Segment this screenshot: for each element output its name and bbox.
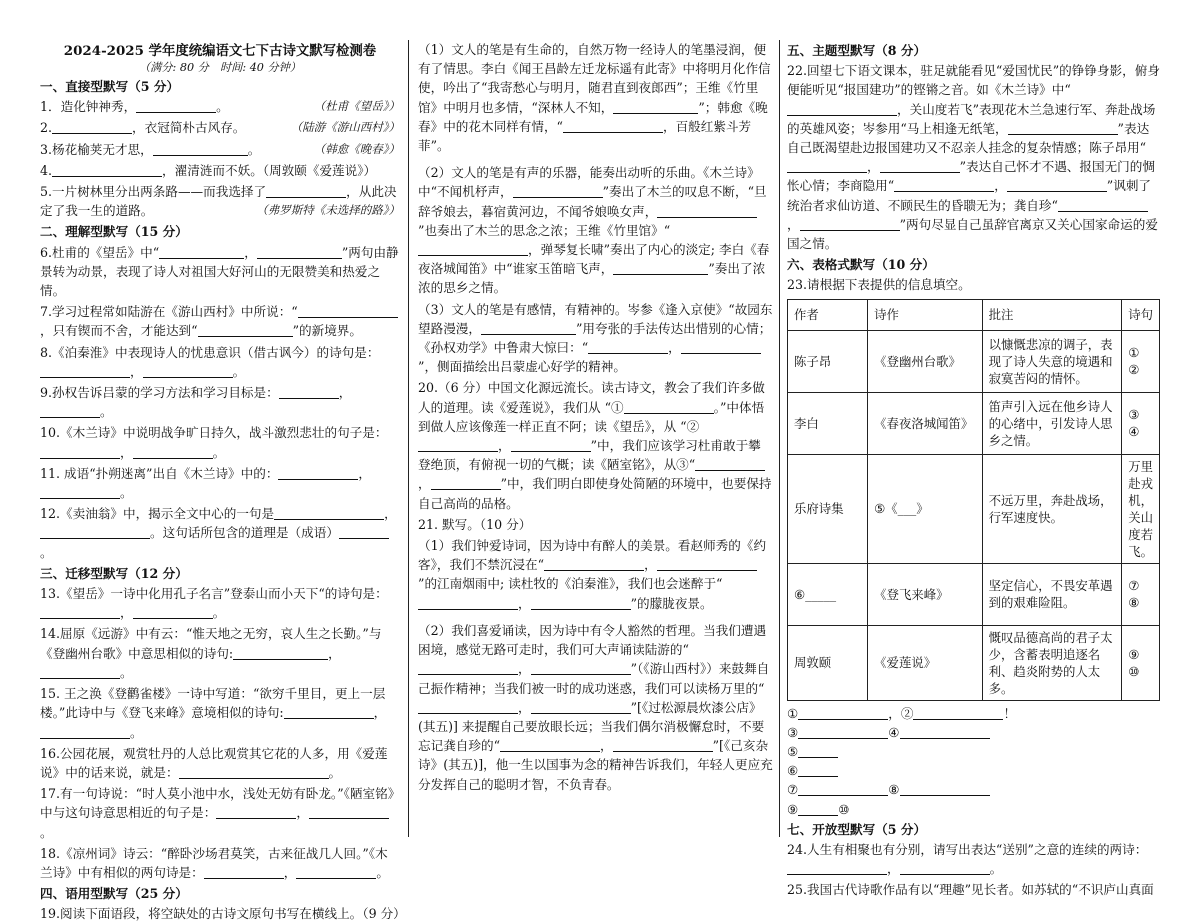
question-text: ”的朦胧夜景。 (630, 595, 713, 611)
question (418, 378, 773, 512)
question-text: （3）文人的笔是有感情，有精神的。岑参《逢入京使》“故园东望路漫漫， (418, 301, 773, 336)
table-row (788, 392, 1160, 454)
answer-blank[interactable] (798, 725, 888, 739)
question-text: ， (418, 476, 431, 492)
answer-blank[interactable] (179, 765, 329, 779)
question-text: ”，侧面描绘出吕蒙虚心好学的精神。 (418, 359, 626, 375)
question-text: 。 (40, 824, 53, 840)
source-citation: （杜甫《望岳》） (313, 99, 400, 114)
question-text: ， (867, 159, 880, 175)
question (40, 504, 400, 562)
answer-blank[interactable] (787, 102, 897, 116)
question-text: 2. (40, 120, 53, 136)
question-text: ， (328, 645, 341, 661)
question-text: 。 (100, 404, 113, 420)
question-text: 19.阅读下面语段，将空缺处的古诗文原句书写在横线上。（9 分） (40, 906, 406, 922)
question (787, 275, 1160, 294)
lines-cell (1122, 563, 1160, 625)
answer-blank[interactable] (531, 661, 631, 675)
question (40, 904, 406, 923)
answer-blank[interactable] (900, 725, 990, 739)
question-text: ，弹琴复长啸”奏出了内心的淡定; 李白《春夜洛城闻笛》中“谁家玉笛暗飞声， (418, 242, 770, 277)
answer-blank[interactable] (418, 596, 518, 610)
question-text: 。 (120, 485, 133, 501)
table-header-cell: 批注 (982, 299, 1122, 330)
question-text: ，只有锲而不舍，才能达到“ (40, 323, 198, 339)
question-text: 24.人生有相聚也有分别，请写出表达“送别”之意的连续的两诗： (787, 842, 1148, 858)
question-text: 10.《木兰诗》中说明战争旷日持久，战斗激烈悲壮的句子是： (40, 425, 388, 441)
line-marker: ③ (1128, 407, 1140, 423)
answer-blank[interactable] (1007, 178, 1107, 192)
question-text: ① (787, 705, 799, 721)
question-text: ”；韩愈《晚春》中的花木同样有情，“ (418, 99, 768, 134)
question-text: ， (518, 661, 531, 677)
question (40, 624, 400, 682)
question-text: ， (787, 216, 800, 232)
answer-line (787, 780, 1160, 799)
question (40, 161, 400, 180)
question-text: 。 (376, 864, 389, 880)
question-text: 。 (247, 141, 261, 157)
line-marker: ⑨ (1128, 646, 1140, 662)
answer-blank[interactable] (418, 700, 518, 714)
answer-blank[interactable] (563, 119, 663, 133)
question-text: 。 (120, 664, 133, 680)
work-cell: 《登幽州台歌》 (868, 330, 982, 392)
answer-blank[interactable] (418, 661, 518, 675)
question-text: 。 (328, 764, 342, 780)
column-divider (779, 40, 780, 837)
question-text: ⑥ (787, 763, 799, 779)
question-text: 20.（6 分）中国文化源远流长。读古诗文，教会了我们许多做人的道理。读《爱莲说》，我们从 “① (418, 380, 765, 415)
lines-cell (1122, 454, 1160, 563)
section-heading: 五、主题型默写（8 分） (787, 43, 927, 58)
question-text: ， (668, 340, 681, 356)
question-text: ② (900, 705, 914, 721)
question-text: ， (283, 864, 297, 880)
question (40, 423, 400, 461)
question-text: 21. 默写。（10 分） (418, 516, 532, 532)
author-cell: ⑥_____ (788, 563, 868, 625)
question (40, 383, 400, 421)
question-text: 22.回望七下语文课本，驻足就能看见“爱国忧民”的铮铮身影，俯身便能听见“报国建功”的铿锵之音。如《木兰诗》中“ (787, 63, 1160, 98)
question-text: ， (518, 699, 531, 715)
question (418, 40, 773, 155)
lines-cell (1122, 392, 1160, 454)
question-text: ， (994, 178, 1007, 194)
question-text: ⑤ (787, 744, 799, 760)
question (787, 61, 1160, 253)
question-text: 。 (232, 363, 246, 379)
question-text: ，从此决定了我一生的道路。 (40, 184, 397, 219)
author-cell: 周敦颐 (788, 625, 868, 700)
question-text: 。 (40, 544, 53, 560)
answer-blank[interactable] (257, 245, 342, 259)
question-text: 。 (216, 99, 229, 115)
question-text: ”讽刺了统治者求仙访道、不顾民生的昏聩无为；龚自珍“ (787, 178, 1152, 213)
question-text: ”用夸张的手法传达出惜别的心情；《孙权劝学》中鲁肃大惊曰：“ (418, 320, 772, 356)
question (40, 302, 400, 340)
question-text: ！ (1003, 705, 1017, 721)
column-divider (408, 40, 409, 837)
question-text: 8.《泊秦淮》中表现诗人的忧患意识（借古讽今）的诗句是： (40, 344, 380, 360)
question-text: 6.杜甫的《望岳》中“ (40, 244, 160, 260)
question (40, 97, 400, 116)
question (40, 140, 400, 159)
answer-blank[interactable] (613, 738, 713, 752)
question-text: ③ (787, 724, 799, 740)
answer-blank[interactable] (40, 364, 130, 378)
note-cell: 以慷慨悲凉的调子，表现了诗人失意的境遇和寂寞苦闷的情怀。 (982, 330, 1122, 392)
answer-blank[interactable] (613, 261, 708, 275)
answer-blank[interactable] (513, 184, 603, 198)
line-marker: 万里赴戎机，关山度若飞。 (1128, 458, 1153, 559)
answer-blank[interactable] (143, 364, 233, 378)
page-subtitle: （满分: 80 分 时间: 40 分钟） (138, 61, 302, 74)
question-text: ”奏出了木兰的叹息不断，“旦辞爷娘去，暮宿黄河边，不闻爷娘唤女声， (418, 184, 767, 219)
question-text: ⑦ (787, 782, 799, 798)
answer-lines (787, 704, 1160, 819)
answer-blank[interactable] (800, 217, 900, 231)
author-cell: 陈子昂 (788, 330, 868, 392)
answer-blank[interactable] (418, 438, 498, 452)
questions-col3-top (787, 41, 1160, 295)
work-cell: 《春夜洛城闻笛》 (868, 392, 982, 454)
answer-blank[interactable] (233, 646, 328, 660)
answer-blank[interactable] (900, 861, 990, 875)
column-right (787, 40, 1160, 898)
answer-blank[interactable] (296, 865, 376, 879)
question-text: ”两句由静景转为动景，表现了诗人对祖国大好河山的无限赞美和热爱之情。 (40, 244, 399, 299)
answer-line (787, 761, 1160, 780)
question-text: 4. (40, 162, 53, 178)
answer-blank[interactable] (511, 438, 591, 452)
answer-blank[interactable] (52, 163, 162, 177)
question-text: （2）我们喜爱诵读，因为诗中有令人豁然的哲理。当我们遭遇困境，感觉无路可走时，我们可大声诵读陆游的“ (418, 622, 767, 658)
question-text: ， (130, 363, 143, 379)
question-text: ， (338, 385, 352, 401)
question-text: 9.孙权告诉吕蒙的学习方法和学习目标是： (40, 385, 279, 401)
answer-blank[interactable] (431, 476, 501, 490)
question (787, 880, 1160, 899)
answer-line (787, 742, 1160, 761)
line-marker: ① (1128, 345, 1140, 361)
table-header-cell: 诗作 (868, 299, 982, 330)
question (40, 118, 400, 137)
answer-blank[interactable] (798, 744, 838, 758)
question-text: ⑧ (888, 782, 900, 798)
answer-line (787, 800, 1160, 819)
answer-blank[interactable] (657, 557, 757, 571)
answer-blank[interactable] (40, 404, 100, 418)
line-marker: ④ (1128, 424, 1140, 440)
table-row (788, 625, 1160, 700)
answer-blank[interactable] (798, 802, 838, 816)
question-text: ⑨ (787, 801, 799, 817)
question-text: 。 (989, 861, 1003, 877)
question-text: （2）文人的笔是有声的乐器，能奏出动听的乐曲。《木兰诗》中“不闻机杼声， (418, 165, 760, 200)
answer-blank[interactable] (624, 400, 714, 414)
question-text: ， (120, 444, 133, 460)
question-text: 5.一片树林里分出两条路——而我选择了 (40, 184, 267, 200)
question (418, 536, 773, 613)
question (40, 844, 400, 882)
answer-blank[interactable] (787, 861, 887, 875)
answer-blank[interactable] (40, 525, 60, 539)
section-heading: 一、直接型默写（5 分） (40, 79, 180, 94)
question (787, 840, 1160, 878)
section-heading: 三、迁移型默写（12 分） (40, 565, 188, 581)
question-text: ”[《过松源晨炊漆公店》(其五)] 来提醒自己要放眼长远；当我们偶尔消极懈怠时，不要忘记龚自珍的“ (418, 699, 765, 754)
questions-col1 (40, 77, 406, 924)
answer-blank[interactable] (787, 159, 867, 173)
question-text: 23.请根据下表提供的信息填空。 (787, 277, 971, 293)
question-text: ”表达自己既渴望赴边报国建功又不忍亲人挂念的复杂情感；陈子昂用“ (787, 120, 1150, 156)
answer-blank[interactable] (880, 159, 960, 173)
question-text: ， (373, 705, 387, 721)
question-text: （1）我们钟爱诗词，因为诗中有醉人的美景。看赵师秀的《约客》，我们不禁沉浸在“ (418, 538, 767, 573)
line-marker: ⑧ (1128, 595, 1140, 611)
question-text: ， (518, 595, 531, 611)
table-header-cell: 作者 (788, 299, 868, 330)
question-text: 16.公园花展，观赏牡丹的人总比观赏其它花的人多，用《爱莲说》中的话来说，就是： (40, 745, 388, 780)
question-text: 。 (212, 444, 226, 460)
answer-blank[interactable] (913, 706, 1003, 720)
question (418, 300, 773, 377)
question-text: ，濯清涟而不妖。（周敦颐《爱莲说》） (162, 162, 377, 178)
question-text: ”（《游山西村》）来鼓舞自己振作精神；当我们被一时的成功迷惑，我们可以读杨万里的“ (418, 661, 770, 696)
question (40, 684, 400, 742)
question-text: 。 (212, 605, 226, 621)
answer-blank[interactable] (204, 865, 284, 879)
table-header-row (788, 299, 1160, 330)
answer-blank[interactable] (40, 485, 120, 499)
question-text: ”[《己亥杂诗》(其五)]，他一生以国事为念的精神告诉我们，年轻人更应充分发挥自己的聪明才智，不负青春。 (418, 738, 773, 792)
answer-blank[interactable] (153, 142, 248, 156)
section-heading: 四、语用型默写（25 分） (40, 886, 188, 902)
answer-blank[interactable] (695, 457, 765, 471)
answer-blank[interactable] (481, 321, 576, 335)
question-text: ”的江南烟雨中; 读杜牧的《泊秦淮》，我们也会迷醉于“ (418, 576, 723, 592)
section-heading: 七、开放型默写（5 分） (787, 821, 927, 837)
question-text: ”的新境界。 (292, 323, 362, 339)
question (418, 621, 773, 794)
answer-blank[interactable] (544, 557, 644, 571)
answer-blank[interactable] (798, 763, 838, 777)
source-citation: （韩愈《晚春》） (313, 141, 400, 156)
question (40, 744, 400, 782)
question-text: ， (888, 705, 901, 721)
note-cell: 慨叹品德高尚的君子太少，含蓄表明追逐名利、趋炎附势的人太多。 (982, 625, 1122, 700)
question-text: ，百般红紫斗芳菲”。 (418, 118, 752, 154)
question-text: 。”中体悟到做人应该像莲一样正直不阿；读《望岳》，从 “② (418, 399, 765, 434)
answer-blank[interactable] (40, 665, 120, 679)
table-row (788, 330, 1160, 392)
table-header-cell: 诗句 (1122, 299, 1160, 330)
lines-cell (1122, 330, 1160, 392)
question-text: 18.《凉州词》诗云：“醉卧沙场君莫笑，古来征战几人回。”《木兰诗》中有相似的两句诗是： (40, 845, 388, 880)
answer-blank[interactable] (657, 204, 757, 218)
answer-blank[interactable] (40, 605, 120, 619)
question-text: ， (384, 506, 397, 522)
column-left (40, 40, 406, 922)
question-text: 。 (130, 724, 143, 740)
author-cell: 乐府诗集 (788, 454, 868, 563)
question-text: ”两句尽显自己虽辞官离京又关心国家命运的爱国之情。 (787, 216, 1158, 252)
work-cell: 《登飞来峰》 (868, 563, 982, 625)
question (40, 784, 400, 842)
questions-col2 (418, 40, 773, 794)
answer-blank[interactable] (1008, 121, 1118, 135)
question (418, 515, 773, 534)
answer-blank[interactable] (266, 184, 346, 198)
answer-blank[interactable] (613, 100, 698, 114)
question-text: 11. 成语“扑朔迷离”出自《木兰诗》中的： (40, 465, 279, 481)
answer-blank[interactable] (40, 725, 130, 739)
question-text: ， (887, 861, 900, 877)
question-text: 3.杨花榆荚无才思， (40, 141, 153, 157)
question-text: 7.学习过程常如陆游在《游山西村》中所说：“ (40, 304, 298, 320)
column-middle (418, 40, 773, 837)
answer-blank[interactable] (136, 99, 216, 113)
answer-blank[interactable] (279, 385, 339, 399)
question-text: ， (498, 438, 511, 454)
answer-blank[interactable] (298, 304, 398, 318)
question-text: 25.我国古代诗歌作品有以“理趣”见长者。如苏轼的“不识庐山真面 (787, 882, 1154, 898)
question-text: ，关山度若飞”表现花木兰急速行军、奔赴战场的英雄风姿；岑参用“马上相逢无纸笔， (787, 101, 1156, 136)
line-marker: ⑦ (1128, 578, 1140, 594)
answer-blank[interactable] (681, 340, 761, 354)
answer-blank[interactable] (339, 525, 389, 539)
question-text: 15. 王之涣《登鹳雀楼》一诗中写道：“欲穷千里目，更上一层楼。”此诗中与《登飞来峰》意境相似的诗句: (40, 686, 386, 721)
question (40, 464, 400, 502)
answer-blank[interactable] (40, 445, 120, 459)
answer-blank[interactable] (531, 596, 631, 610)
question-text: ， (600, 738, 613, 754)
question-text: ”表达自己怀才不遇、报国无门的惆怅心情；李商隐用“ (787, 159, 1155, 194)
answer-blank[interactable] (159, 245, 244, 259)
answer-line (787, 723, 1160, 742)
section-heading: 二、理解型默写（15 分） (40, 224, 188, 240)
answer-blank[interactable] (284, 705, 374, 719)
answer-blank[interactable] (900, 782, 990, 796)
answer-blank[interactable] (798, 782, 888, 796)
question-text: ， (296, 805, 309, 821)
question (40, 343, 400, 381)
question-text: ⑩ (838, 801, 850, 817)
line-marker: ⑩ (1128, 663, 1140, 679)
answer-blank[interactable] (309, 805, 389, 819)
line-marker: ② (1128, 362, 1140, 378)
question-text: 17.有一句诗说：“时人莫小池中水，浅处无妨有卧龙。”《陋室铭》中与这句诗意思相近的句子是： (40, 786, 395, 821)
answer-blank[interactable] (274, 506, 384, 520)
work-cell: 《爱莲说》 (868, 625, 982, 700)
answer-blank[interactable] (500, 738, 600, 752)
question-text: ， (244, 244, 257, 260)
question-text: ， (120, 605, 133, 621)
question-text: ”中，我们明白即使身处简陋的环境中，也要保持自己高尚的品格。 (418, 476, 772, 511)
answer-blank[interactable] (894, 178, 994, 192)
section-heading: 六、表格式默写（10 分） (787, 257, 935, 273)
answer-blank[interactable] (588, 340, 668, 354)
source-citation: （弗罗斯特《未选择的路》） (256, 203, 400, 218)
note-cell: 坚定信心，不畏安革遇到的艰难险阻。 (982, 563, 1122, 625)
question-text: 14.屈原《远游》中有云：“惟天地之无穷，哀人生之长勤。”与《登幽州台歌》中意思相似的诗句: (40, 626, 382, 661)
answer-blank[interactable] (531, 700, 631, 714)
note-cell: 不远万里，奔赴战场，行军速度快。 (982, 454, 1122, 563)
page-title: 2024-2025 学年度统编语文七下古诗文默写检测卷 (63, 43, 377, 59)
question-text: ， (644, 557, 657, 573)
answer-blank[interactable] (1058, 198, 1148, 212)
work-cell: ⑤《___》 (868, 454, 982, 563)
question-text: （1）文人的笔是有生命的，自然万物一经诗人的笔墨浸润，便有了情思。李白《闻王昌龄左迁龙标遥有此寄》中将明月化作信使，吟出了“我寄愁心与明月，随君直到夜郎西”；王维《竹里馆》中明月也多情，“深林人不知， (418, 42, 771, 115)
question (40, 182, 400, 220)
table-row (788, 563, 1160, 625)
question-text: ， (358, 465, 372, 481)
question-text: 1．造化钟神秀， (40, 99, 137, 115)
answer-blank[interactable] (216, 805, 296, 819)
answer-blank[interactable] (278, 466, 358, 480)
question-text: ”中，我们应该学习杜甫敢于攀登绝顶，有俯视一切的气概；读《陋室铭》，从③“ (418, 438, 761, 473)
answer-blank[interactable] (418, 242, 528, 256)
answer-blank[interactable] (60, 525, 150, 539)
source-citation: （陆游《游山西村》） (290, 120, 400, 135)
answer-blank[interactable] (133, 605, 213, 619)
question (40, 243, 400, 301)
question-text: ”也奏出了木兰的思念之浓；王维《竹里馆》“ (418, 222, 671, 238)
question-text: 13.《望岳》一诗中化用孔子名言”登泰山而小天下“的诗句是： (40, 586, 388, 602)
questions-col3-bottom (787, 820, 1160, 900)
note-cell: 笛声引入远在他乡诗人的心绪中，引发诗人思乡之情。 (982, 392, 1122, 454)
info-table (787, 299, 1160, 701)
answer-line (787, 704, 1160, 723)
answer-blank[interactable] (798, 706, 888, 720)
question-text: ，衣冠简朴古风存。 (132, 120, 246, 136)
answer-blank[interactable] (52, 120, 132, 134)
table-row (788, 454, 1160, 563)
question-text: 12.《卖油翁》中，揭示全文中心的一句是 (40, 506, 275, 522)
question-text: ”奏出了浓浓的思乡之情。 (418, 261, 766, 296)
question (418, 163, 773, 297)
lines-cell (1122, 625, 1160, 700)
answer-blank[interactable] (198, 323, 293, 337)
question-text: ④ (888, 724, 900, 740)
question-text: 。这句话所包含的道理是（成语） (150, 525, 339, 541)
author-cell: 李白 (788, 392, 868, 454)
answer-blank[interactable] (133, 445, 213, 459)
question (40, 584, 400, 622)
